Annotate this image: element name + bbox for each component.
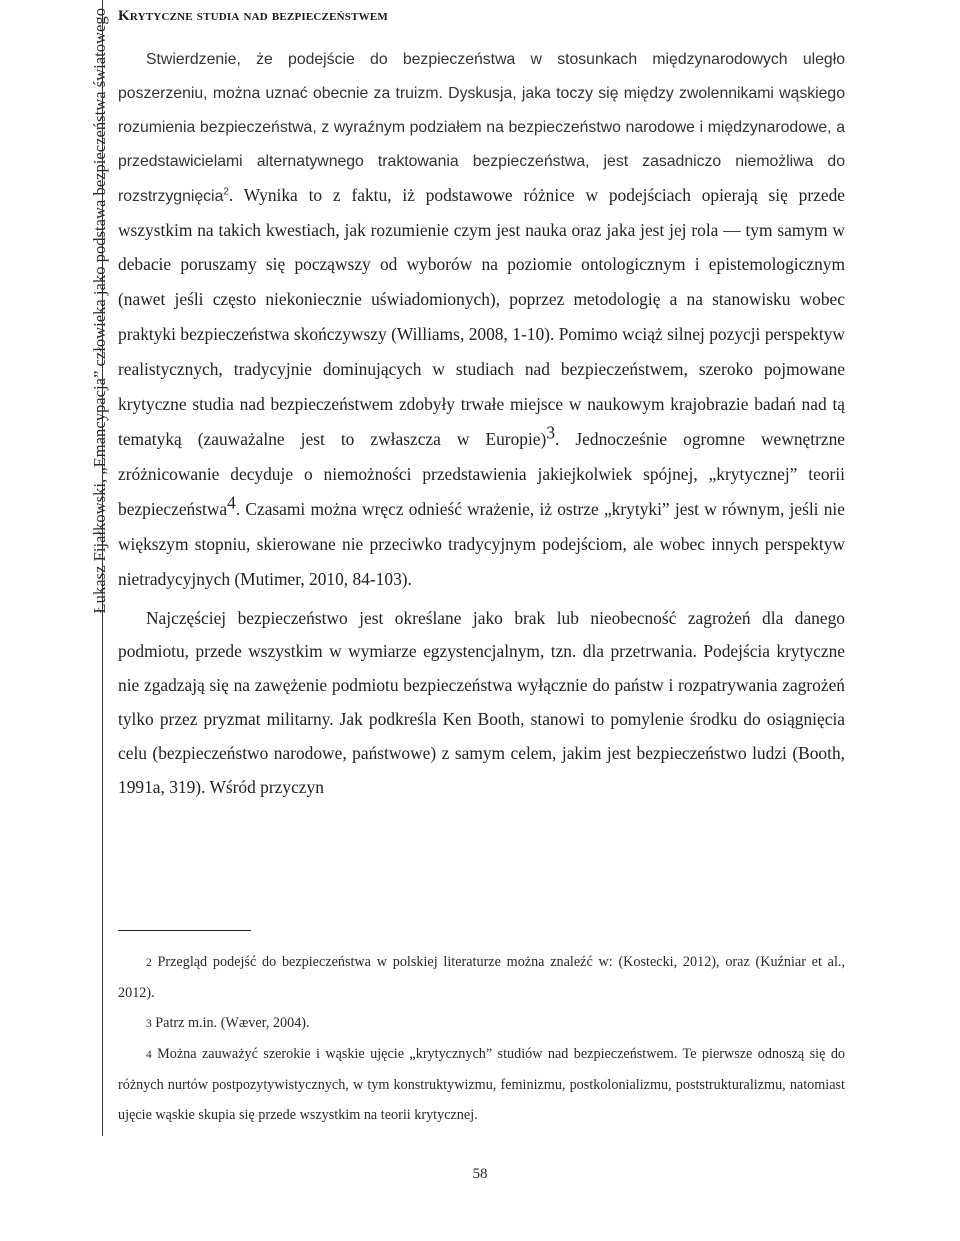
footnote-ref-4[interactable]: 4 [227,492,236,513]
footnote-number: 4 [146,1049,152,1061]
paragraph-1 [118,43,845,598]
main-text [118,43,845,805]
paragraph-1-part-2: . Wynika to z faktu, iż podstawowe różnice w podejściach opierają się przede wszystkim na takich kwestiach, jak rozumienie czym jest nauka oraz jaka jest jej rola — tym samym w debacie poruszamy się począwszy od wyborów na poziomie ontologicznym i epistemologicznym (nawet jeśli często niekoniecznie uświadomionych), poprzez metodologię a na stanowisku wobec praktyki bezpieczeństwa skończywszy (Williams, 2008, 1-10). Pomimo wciąż silnej pozycji perspektyw realistycznych, tradycyjnie dominujących w studiach nad bezpieczeństwem, szeroko pojmowane krytyczne studia nad bezpieczeństwem zdobyły trwałe miejsce w naukowym krajobrazie badań nad tą tematyką (zauważalne jest to zwłaszcza w Europie) [118,184,845,449]
footnote-ref-3[interactable]: 3 [546,422,556,443]
paragraph-1-part-3: . Jednocześnie ogromne wewnętrzne zróżnicowanie decyduje o niemożności przedstawienia jakiejkolwiek spójnej, „krytycznej” teorii bezpieczeństwa [118,428,845,519]
footnote-number: 3 [146,1018,152,1030]
page-number: 58 [472,1166,488,1182]
footnote-3 [118,1008,845,1039]
footnote-text: Przegląd podejść do bezpieczeństwa w polskiej literaturze można znaleźć w: (Kostecki, 2012), oraz (Kuźniar et al., 2012). [118,954,846,1001]
paragraph-1-part-4: . Czasami można wręcz odnieść wrażenie, iż ostrze „krytyki” jest w równym, jeśli nie większym stopniu, skierowane nie przeciwko tradycyjnym podejściom, ale wobec innych perspektyw nietradycyjnych (Mutimer, 2010, 84-103). [118,498,845,589]
footnote-text: Można zauważyć szerokie i wąskie ujęcie „krytycznych” studiów nad bezpieczeństwem. Te pierwsze odnoszą się do różnych nurtów postpozytywistycznych, w tym konstruktywizmu, feminizmu, postkolonializmu, poststrukturalizmu, natomiast ujęcie wąskie skupia się przede wszystkim na teorii krytycznej. [118,1046,846,1123]
running-header: Krytyczne studia nad bezpieczeństwem [118,8,388,24]
side-running-title: Łukasz Fijałkowski, „Emancypacja” człowieka jako podstawa bezpieczeństwa światowego [90,8,109,614]
footnote-text: Patrz m.in. (Wæver, 2004). [155,1015,310,1031]
paragraph-2: Najczęściej bezpieczeństwo jest określane jako brak lub nieobecność zagrożeń dla danego podmiotu, przede wszystkim w wymiarze egzystencjalnym, tzn. dla przetrwania. Podejścia krytyczne nie zgadzają się na zawężenie podmiotu bezpieczeństwa wyłącznie do państw i rozpatrywania zagrożeń tylko przez pryzmat militarny. Jak podkreśla Ken Booth, stanowi to pomylenie środku do osiągnięcia celu (bezpieczeństwo narodowe, państwowe) z samym celem, jakim jest bezpieczeństwo ludzi (Booth, 1991a, 319). Wśród przyczyn [118,607,845,798]
footnote-number: 2 [146,957,152,969]
footnote-2 [118,947,845,1008]
footnote-4 [118,1039,845,1130]
footnotes [118,947,845,1130]
paragraph-1-part-1: Stwierdzenie, że podejście do bezpieczeństwa w stosunkach międzynarodowych uległo poszerzeniu, można uznać obecnie za truizm. Dyskusja, jaka toczy się między zwolennikami wąskiego rozumienia bezpieczeństwa, z wyraźnym podziałem na bezpieczeństwo narodowe i międzynarodowe, a przedstawicielami alternatywnego traktowania bezpieczeństwa, jest zasadniczo niemożliwa do rozstrzygnięcia [118,51,845,205]
footnote-separator [118,930,251,931]
footnote-ref-2[interactable]: 2 [223,186,229,198]
